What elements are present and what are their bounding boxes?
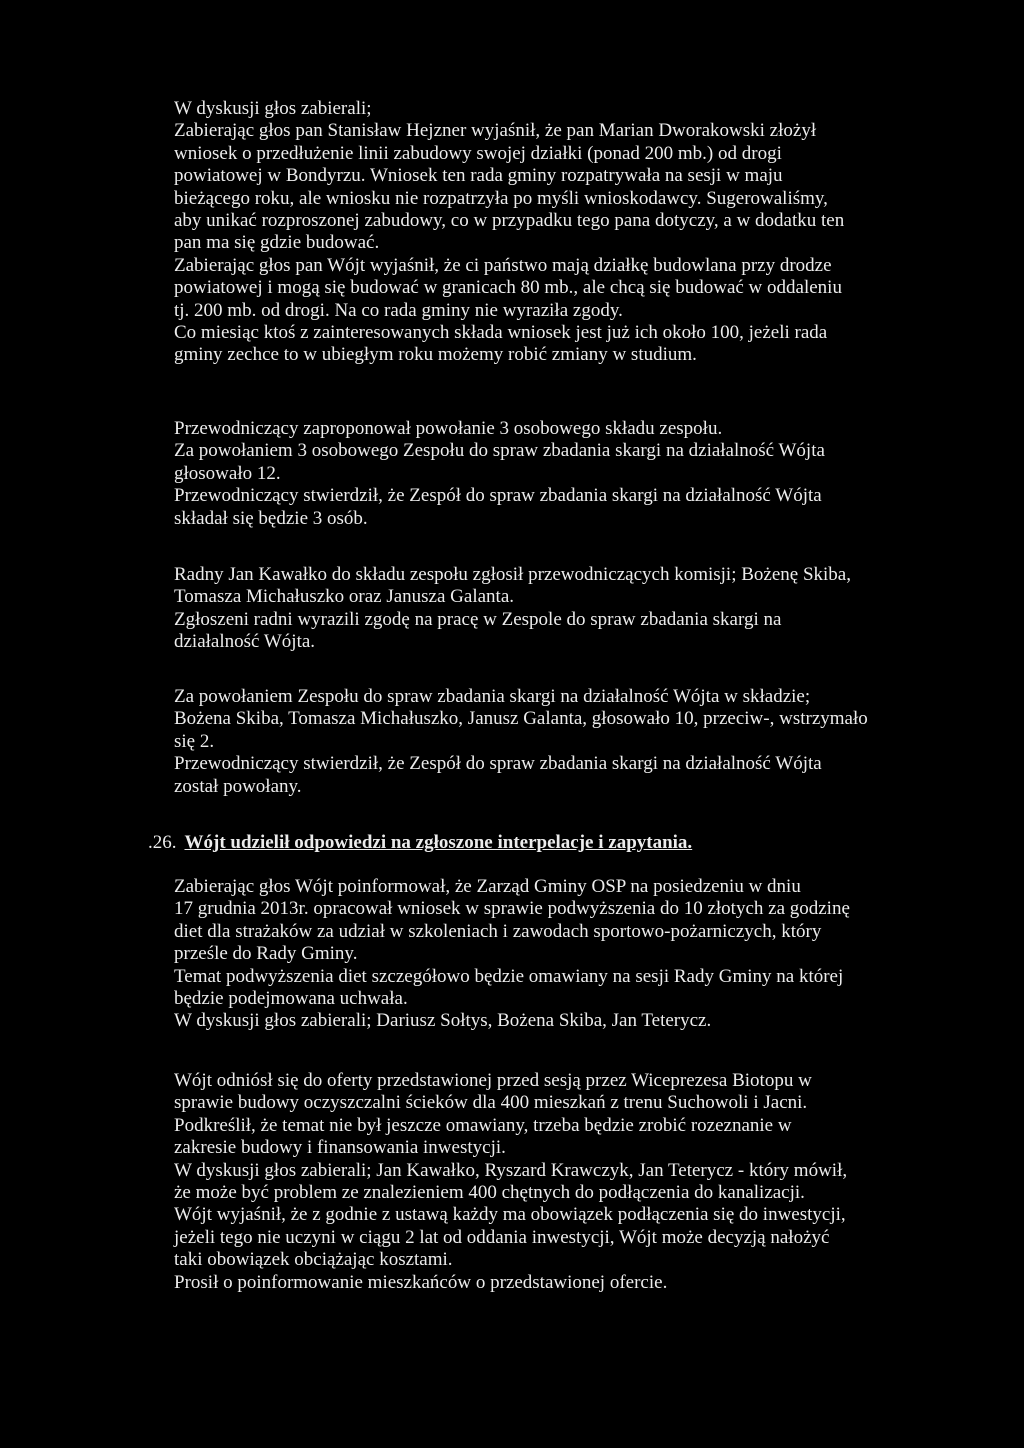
text-line: W dyskusji głos zabierali; Dariusz Sołtys, Bożena Skiba, Jan Teterycz.	[174, 1010, 712, 1032]
text-line: Zabierając głos pan Wójt wyjaśnił, że ci państwo mają działkę budowlana przy drodze	[174, 254, 832, 276]
paragraph-team-nomination	[174, 564, 934, 654]
section-heading	[148, 832, 692, 854]
text-line: Przewodniczący zaproponował powołanie 3 osobowego składu zespołu.	[174, 418, 723, 439]
text-line: W dyskusji głos zabierali; Jan Kawałko, Ryszard Krawczyk, Jan Teterycz - który mówił,	[174, 1159, 848, 1181]
text-line: Wójt odniósł się do oferty przedstawionej przed sesją przez Wiceprezesa Biotopu w	[174, 1070, 812, 1091]
text-line: jeżeli tego nie uczyni w ciągu 2 lat od oddania inwestycji, Wójt może decyzją nałożyć	[174, 1226, 830, 1248]
text-line: Co miesiąc ktoś z zainteresowanych składa wniosek jest już ich około 100, jeżeli rada	[174, 322, 828, 344]
text-line: Temat podwyższenia diet szczegółowo będzie omawiany na sesji Rady Gminy na której	[174, 965, 844, 987]
text-line: składał się będzie 3 osób.	[174, 507, 368, 529]
text-line: prześle do Rady Gminy.	[174, 943, 358, 965]
text-line: 17 grudnia 2013r. opracował wniosek w sprawie podwyższenia do 10 złotych za godzinę	[174, 898, 850, 920]
text-line: sprawie budowy oczyszczalni ścieków dla 400 mieszkań z trenu Suchowoli i Jacni.	[174, 1092, 808, 1114]
text-line: Tomasza Michałuszko oraz Janusza Galanta.	[174, 586, 515, 608]
text-line: bieżącego roku, ale wniosku nie rozpatrzyła po myśli wnioskodawcy. Sugerowaliśmy,	[174, 187, 828, 209]
text-line: zakresie budowy i finansowania inwestycji.	[174, 1137, 506, 1159]
text-line: Przewodniczący stwierdził, że Zespół do spraw zbadania skargi na działalność Wójta	[174, 753, 822, 775]
text-line: Przewodniczący stwierdził, że Zespół do spraw zbadania skargi na działalność Wójta	[174, 485, 822, 507]
text-line: Podkreślił, że temat nie był jeszcze omawiany, trzeba będzie zrobić rozeznanie w	[174, 1114, 792, 1136]
text-line: że może być problem ze znalezieniem 400 chętnych do podłączenia do kanalizacji.	[174, 1182, 805, 1204]
text-line: będzie podejmowana uchwała.	[174, 988, 408, 1010]
text-line: tj. 200 mb. od drogi. Na co rada gminy nie wyraziła zgody.	[174, 299, 623, 321]
text-line: diet dla strażaków za udział w szkoleniach i zawodach sportowo-pożarniczych, który	[174, 920, 822, 942]
text-line: został powołany.	[174, 775, 302, 797]
paragraph-team-proposal	[174, 418, 934, 530]
text-line: powiatowej w Bondyrzu. Wniosek ten rada gminy rozpatrywała na sesji w maju	[174, 165, 783, 187]
text-line: Wójt wyjaśnił, że z godnie z ustawą każdy ma obowiązek podłączenia się do inwestycji,	[174, 1204, 846, 1226]
text-line: Radny Jan Kawałko do składu zespołu zgłosił przewodniczących komisji; Bożenę Skiba,	[174, 564, 851, 585]
text-line: działalność Wójta.	[174, 631, 316, 653]
text-line: Zgłoszeni radni wyrazili zgodę na pracę w Zespole do spraw zbadania skargi na	[174, 608, 782, 630]
text-line: Zabierając głos pan Stanisław Hejzner wyjaśnił, że pan Marian Dworakowski złożył	[174, 120, 817, 142]
paragraph-discussion-hejzner	[174, 98, 934, 367]
text-line: W dyskusji głos zabierali;	[174, 98, 372, 119]
text-line: Zabierając głos Wójt poinformował, że Zarząd Gminy OSP na posiedzeniu w dniu	[174, 876, 801, 897]
text-line: taki obowiązek obciążając kosztami.	[174, 1249, 453, 1271]
section-title: Wójt udzielił odpowiedzi na zgłoszone interpelacje i zapytania.	[184, 832, 693, 853]
section-number: .26.	[148, 832, 177, 853]
paragraph-team-vote	[174, 686, 934, 798]
text-line: powiatowej i mogą się budować w granicach 80 mb., ale chcą się budować w oddaleniu	[174, 277, 842, 299]
paragraph-biotop-offer	[174, 1070, 934, 1294]
text-line: głosowało 12.	[174, 462, 281, 484]
text-line: Za powołaniem Zespołu do spraw zbadania skargi na działalność Wójta w składzie;	[174, 686, 811, 707]
text-line: Prosił o poinformowanie mieszkańców o przedstawionej ofercie.	[174, 1271, 668, 1293]
text-line: gminy zechce to w ubiegłym roku możemy robić zmiany w studium.	[174, 344, 697, 366]
text-line: wniosek o przedłużenie linii zabudowy swojej działki (ponad 200 mb.) od drogi	[174, 142, 782, 164]
text-line: Za powołaniem 3 osobowego Zespołu do spraw zbadania skargi na działalność Wójta	[174, 440, 825, 462]
text-line: aby unikać rozproszonej zabudowy, co w przypadku tego pana dotyczy, a w dodatku ten	[174, 210, 845, 232]
text-line: pan ma się gdzie budować.	[174, 232, 380, 254]
text-line: Bożena Skiba, Tomasza Michałuszko, Janusz Galanta, głosowało 10, przeciw-, wstrzymało	[174, 708, 868, 730]
paragraph-osp-diets	[174, 876, 934, 1033]
text-line: się 2.	[174, 730, 215, 752]
